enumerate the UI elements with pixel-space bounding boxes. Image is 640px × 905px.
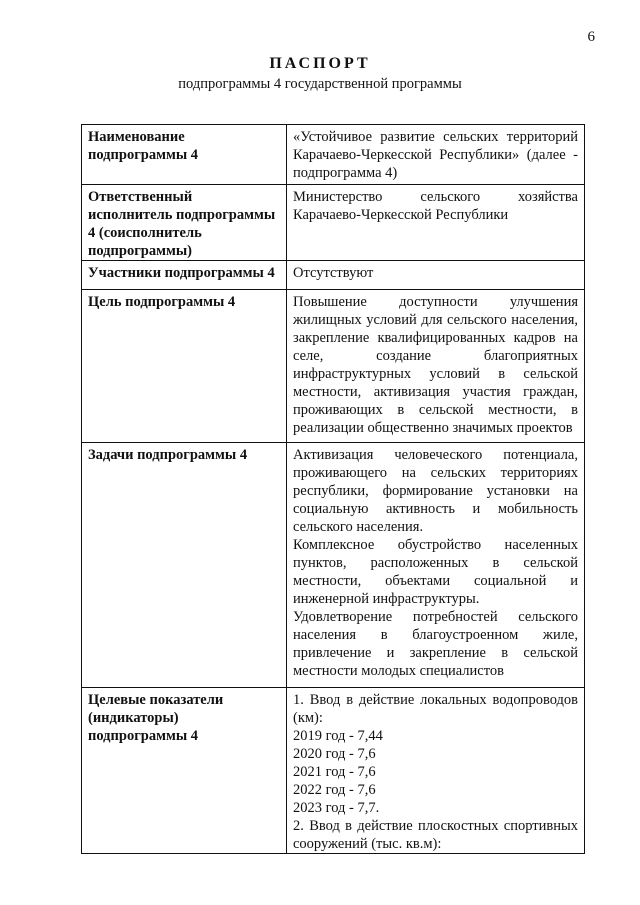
row-value: Повышение доступности улучшения жилищных условий для сельского населения, закрепление квалифицированных кадров на селе, создание благоприятных инфраструктурных условий в сельской местности, активизация участия граждан, проживающих в сельской местности, в реализации общественно значимых проектов xyxy=(293,294,578,436)
indicator-line: 2019 год - 7,44 xyxy=(293,728,383,744)
indicator-line: 2022 год - 7,6 xyxy=(293,782,376,798)
task-paragraph: Удовлетворение потребностей сельского населения в благоустроенном жиле, привлечение и закрепление в сельской местности молодых специалистов xyxy=(293,609,578,679)
row-value: Отсутствуют xyxy=(293,265,374,281)
table-row-name xyxy=(82,125,585,185)
indicator-line: 1. Ввод в действие локальных водопроводов (км): xyxy=(293,692,578,726)
row-value: «Устойчивое развитие сельских территорий Карачаево-Черкесской Республики» (далее - подпрограмма 4) xyxy=(293,129,578,181)
page-number: 6 xyxy=(587,29,595,45)
document-subtitle: подпрограммы 4 государственной программы xyxy=(178,76,462,92)
table-row-goal xyxy=(82,290,585,443)
passport-table xyxy=(81,124,585,854)
row-label: Наименование подпрограммы 4 xyxy=(88,129,199,163)
row-label: Задачи подпрограммы 4 xyxy=(88,447,248,463)
task-paragraph: Комплексное обустройство населенных пунктов, расположенных в сельской местности, объектами социальной и инженерной инфраструктуры. xyxy=(293,537,578,607)
row-label: Целевые показатели (индикаторы) подпрограммы 4 xyxy=(88,692,224,744)
row-label: Ответственный исполнитель подпрограммы 4 (соисполнитель подпрограммы) xyxy=(88,189,276,259)
indicator-line: 2020 год - 7,6 xyxy=(293,746,376,762)
indicator-line: 2021 год - 7,6 xyxy=(293,764,376,780)
task-paragraph: Активизация человеческого потенциала, проживающего на сельских территориях республики, формирование установки на социальную активность и мобильность сельского населения. xyxy=(293,447,578,535)
table-row-executor xyxy=(82,185,585,261)
table-row-participants xyxy=(82,261,585,290)
table-row-tasks xyxy=(82,443,585,688)
row-label: Участники подпрограммы 4 xyxy=(88,265,275,281)
row-value: Министерство сельского хозяйства Карачаево-Черкесской Республики xyxy=(293,189,578,223)
row-value xyxy=(287,688,584,853)
indicator-line: 2. Ввод в действие плоскостных спортивных сооружений (тыс. кв.м): xyxy=(293,818,578,852)
table-row-indicators xyxy=(82,688,585,854)
indicator-line: 2023 год - 7,7. xyxy=(293,800,380,816)
row-value xyxy=(287,443,584,680)
row-label: Цель подпрограммы 4 xyxy=(88,294,236,310)
document-title: ПАСПОРТ xyxy=(269,55,371,72)
